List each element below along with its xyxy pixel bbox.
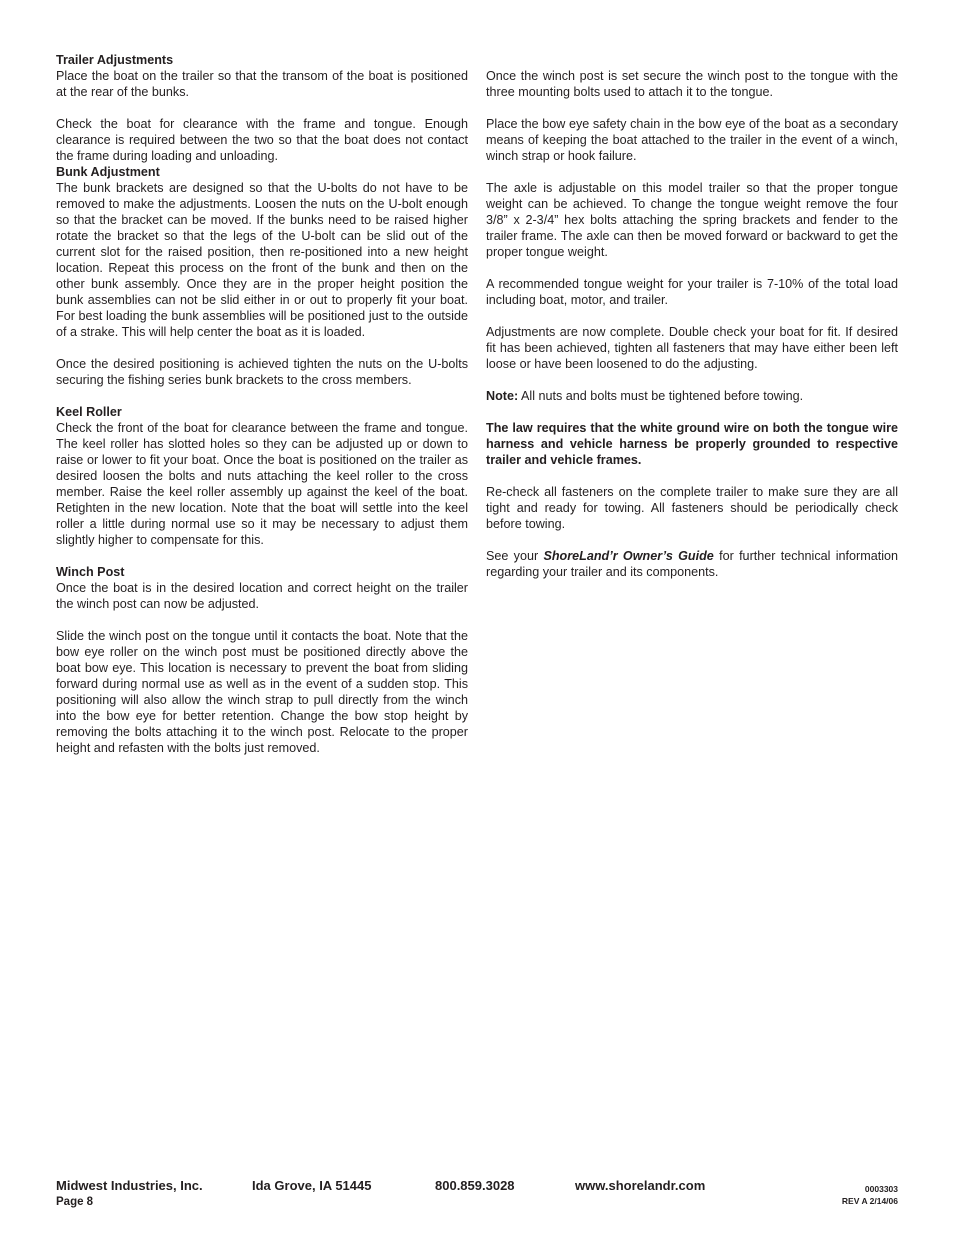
keel-roller-paragraph: Check the front of the boat for clearance between the frame and tongue. The keel roller has slotted holes so they can be adjusted up or down to raise or lower to fit your boat. Once the boat is positioned on the trailer as desired loosen the bolts and nuts attaching the keel roller to the cross member. Raise the keel roller assembly up against the keel of the boat. Retighten in the new location. Note that the boat will settle into the keel roller a little during normal use so it may be necessary to adjust them slightly higher to compensate for this. bbox=[56, 421, 468, 547]
safety-chain-paragraph: Place the bow eye safety chain in the bow eye of the boat as a secondary means of keeping the boat attached to the trailer in the event of a winch, winch strap or hook failure. bbox=[486, 117, 898, 163]
adjustments-complete-paragraph: Adjustments are now complete. Double check your boat for fit. If desired fit has been achieved, tighten all fasteners that may have either been left loose or have been loosened to do the adjusting. bbox=[486, 325, 898, 371]
tongue-weight-paragraph: A recommended tongue weight for your trailer is 7-10% of the total load including boat, motor, and trailer. bbox=[486, 277, 898, 307]
footer-phone: 800.859.3028 bbox=[435, 1178, 515, 1193]
footer-address: Ida Grove, IA 51445 bbox=[252, 1178, 372, 1193]
footer-website: www.shorelandr.com bbox=[575, 1178, 706, 1193]
document-info bbox=[842, 1183, 898, 1207]
left-column bbox=[56, 52, 468, 756]
right-column bbox=[486, 68, 898, 580]
winch-post-paragraph-2: Slide the winch post on the tongue until it contacts the boat. Note that the bow eye roller on the winch post must be positioned directly above the boat bow eye. This location is necessary to prevent the boat from sliding forward during normal use as well as in the event of a sudden stop. This positioning will also allow the winch strap to pull directly from the winch into the bow eye for better retention. Change the bow stop height by removing the bolts attaching it to the winch post. Relocate to the proper height and refasten with the bolts just removed. bbox=[56, 629, 468, 755]
see-suffix: for further technical information regarding your trailer and its components. bbox=[486, 549, 899, 579]
revision-label: REV A 2/14/06 bbox=[841, 1196, 898, 1206]
see-prefix: See your bbox=[486, 549, 539, 563]
note-paragraph bbox=[486, 388, 898, 404]
trailer-adjustments-paragraph-2: Check the boat for clearance with the frame and tongue. Enough clearance is required between the two so that the boat does not contact the frame during loading and unloading. bbox=[56, 117, 468, 163]
heading-bunk-adjustment: Bunk Adjustment bbox=[56, 165, 160, 179]
heading-keel-roller: Keel Roller bbox=[56, 405, 122, 419]
recheck-fasteners-paragraph: Re-check all fasteners on the complete trailer to make sure they are all tight and ready for towing. All fasteners should be periodically check before towing. bbox=[486, 485, 898, 531]
page-footer bbox=[56, 1178, 898, 1218]
note-text: All nuts and bolts must be tightened before towing. bbox=[521, 389, 804, 403]
owners-guide-title: ShoreLand’r Owner’s Guide bbox=[543, 549, 714, 563]
page-number: Page 8 bbox=[56, 1196, 94, 1208]
heading-trailer-adjustments: Trailer Adjustments bbox=[56, 53, 174, 67]
document-number: 0003303 bbox=[864, 1184, 898, 1194]
winch-post-paragraph-1: Once the boat is in the desired location and correct height on the trailer the winch post can now be adjusted. bbox=[56, 581, 468, 611]
ground-wire-notice: The law requires that the white ground wire on both the tongue wire harness and vehicle harness be properly grounded to respective trailer and vehicle frames. bbox=[486, 421, 898, 467]
trailer-adjustments-paragraph-1: Place the boat on the trailer so that the transom of the boat is positioned at the rear of the bunks. bbox=[56, 69, 468, 99]
bunk-adjustment-paragraph-1: The bunk brackets are designed so that the U-bolts do not have to be removed to make the adjustments. Loosen the nuts on the U-bolt enough so that the bracket can be moved. If the bunks need to be raised higher rotate the bracket so that the legs of the U-bolt can be slid out of the current slot for the raised position, then re-positioned into a new height location. Repeat this process on the front of the bunk and then on the other bunk assembly. Once they are in the proper height position the bunk assemblies can not be slid either in or out to properly fit your boat. For best loading the bunk assemblies will be positioned just to the outside of a strake. This will help center the boat as it is loaded. bbox=[56, 181, 468, 339]
note-label: Note: bbox=[486, 389, 519, 403]
axle-adjustment-paragraph: The axle is adjustable on this model trailer so that the proper tongue weight can be achieved. To change the tongue weight remove the four 3/8” x 2-3/4” hex bolts attaching the spring brackets and fender to the trailer frame. The axle can then be moved forward or backward to get the proper tongue weight. bbox=[486, 181, 898, 259]
footer-company: Midwest Industries, Inc. bbox=[56, 1178, 203, 1193]
heading-winch-post: Winch Post bbox=[56, 565, 125, 579]
winch-post-mount-paragraph: Once the winch post is set secure the winch post to the tongue with the three mounting bolts used to attach it to the tongue. bbox=[486, 69, 898, 99]
owners-guide-reference bbox=[486, 548, 898, 580]
bunk-adjustment-paragraph-2: Once the desired positioning is achieved tighten the nuts on the U-bolts securing the fishing series bunk brackets to the cross members. bbox=[56, 357, 468, 387]
